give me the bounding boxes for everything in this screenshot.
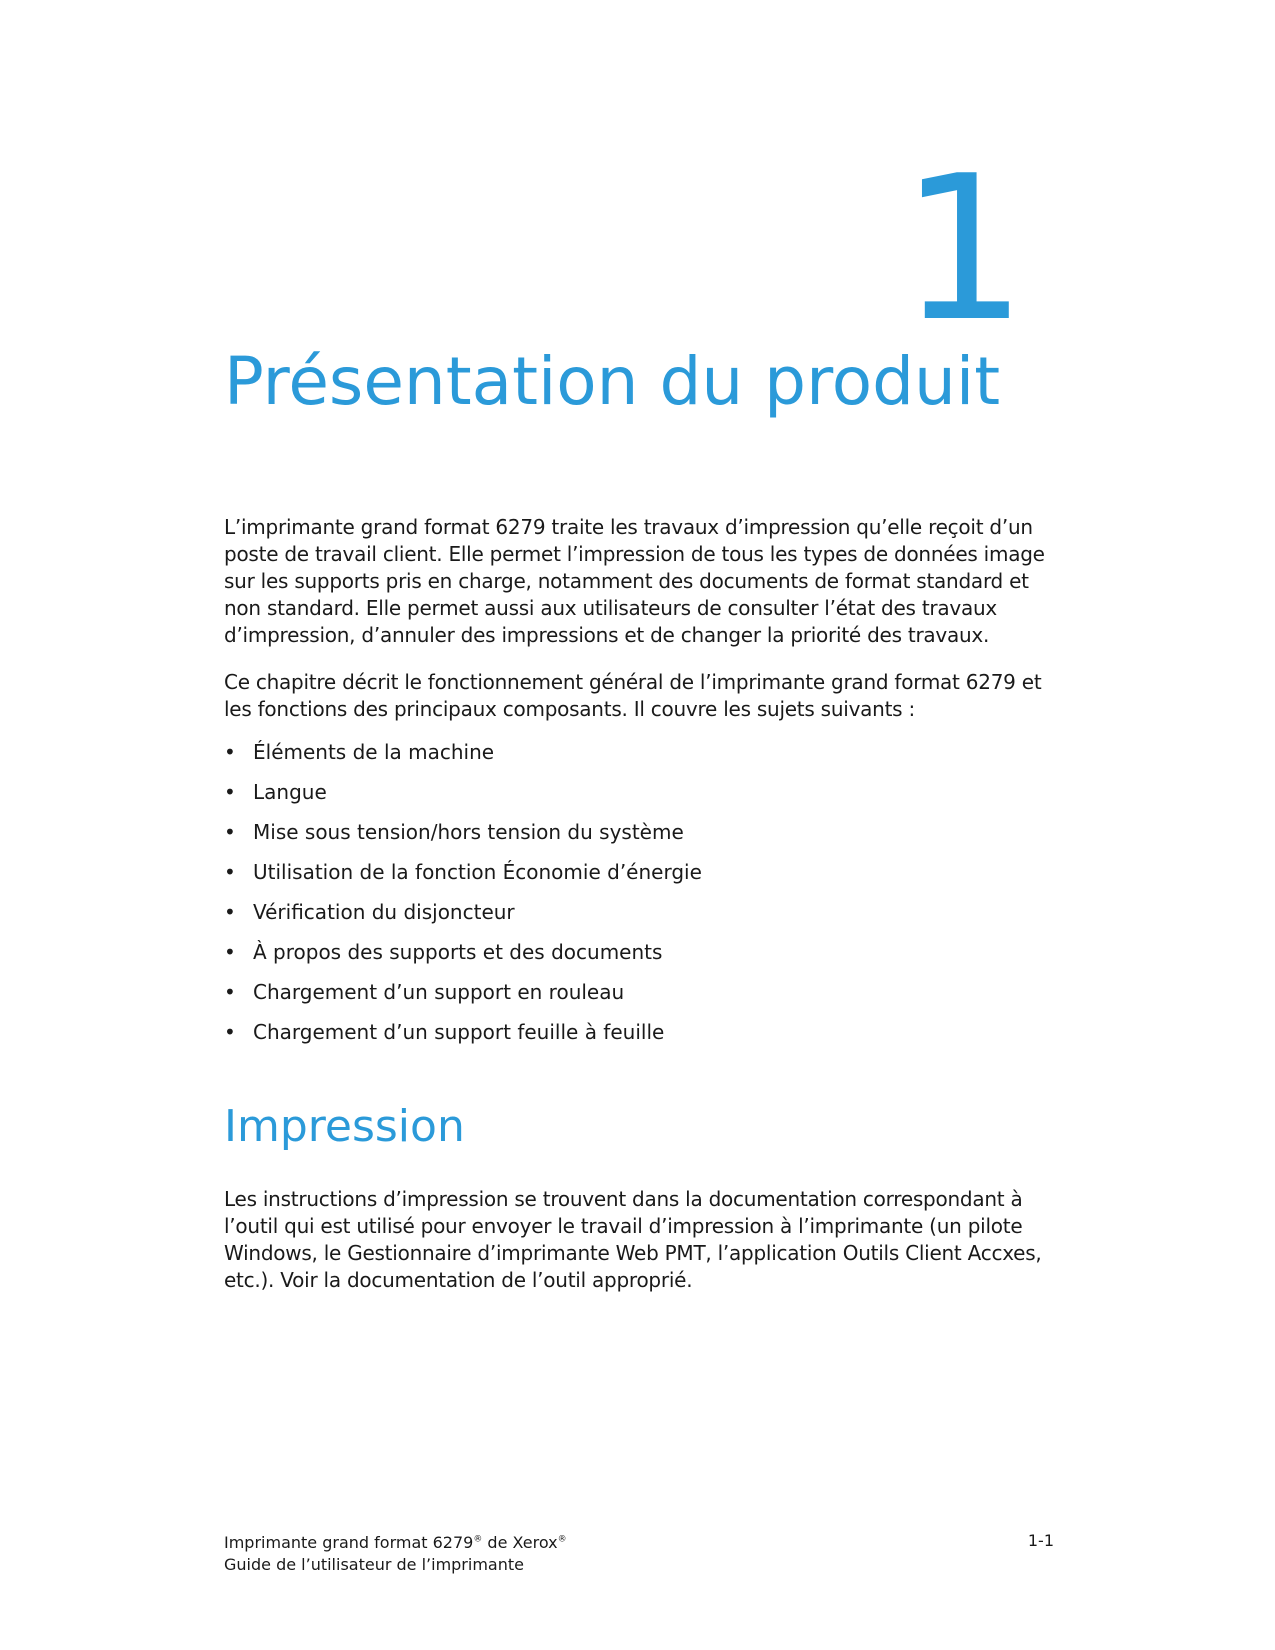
bullet-icon: • — [224, 1020, 236, 1044]
footer-product-info — [224, 1532, 567, 1576]
chapter-number: 1 — [900, 133, 1028, 366]
topic-label: Chargement d’un support en rouleau — [253, 980, 625, 1004]
bullet-icon: • — [224, 740, 236, 764]
topic-label: Mise sous tension/hors tension du système — [253, 820, 684, 844]
bullet-icon: • — [224, 860, 236, 884]
list-item — [224, 779, 1054, 819]
bullet-icon: • — [224, 980, 236, 1004]
section-heading: Impression — [224, 1101, 465, 1152]
list-item — [224, 1019, 1054, 1059]
list-item — [224, 899, 1054, 939]
topic-list — [224, 739, 1054, 1059]
list-item — [224, 819, 1054, 859]
footer-product-name: Imprimante grand format 6279 — [224, 1533, 474, 1552]
topic-label: Langue — [253, 780, 327, 804]
section-paragraph: Les instructions d’impression se trouvent dans la documentation correspondant à l’outil qui est utilisé pour envoyer le travail d’impression à l’imprimante (un pilote Windows, le Gestionnaire d’imprimante Web PMT, l’application Outils Client Accxes, etc.). Voir la documentation de l’outil approprié. — [224, 1187, 1042, 1292]
bullet-icon: • — [224, 820, 236, 844]
topic-label: Chargement d’un support feuille à feuille — [253, 1020, 665, 1044]
list-item — [224, 739, 1054, 779]
footer-brand: de Xerox — [482, 1533, 558, 1552]
footer-guide-title: Guide de l’utilisateur de l’imprimante — [224, 1555, 524, 1574]
topic-label: Éléments de la machine — [253, 740, 495, 764]
topic-label: Utilisation de la fonction Économie d’énergie — [253, 860, 702, 884]
registered-mark: ® — [473, 1534, 483, 1545]
registered-mark: ® — [557, 1534, 567, 1545]
topic-label: Vérification du disjoncteur — [253, 900, 515, 924]
bullet-icon: • — [224, 940, 236, 964]
list-item — [224, 979, 1054, 1019]
intro-paragraph: L’imprimante grand format 6279 traite les travaux d’impression qu’elle reçoit d’un poste de travail client. Elle permet l’impression de tous les types de données image sur les supports pris en charge, notamment des documents de format standard et non standard. Elle permet aussi aux utilisateurs de consulter l’état des travaux d’impression, d’annuler des impressions et de changer la priorité des travaux. — [224, 515, 1045, 647]
main-content — [224, 514, 1054, 1294]
page-number: 1-1 — [1027, 1531, 1054, 1550]
list-item — [224, 859, 1054, 899]
intro-paragraph: Ce chapitre décrit le fonctionnement général de l’imprimante grand format 6279 et les fonctions des principaux composants. Il couvre les sujets suivants : — [224, 670, 1042, 721]
topic-label: À propos des supports et des documents — [253, 940, 663, 964]
footer-product-line — [224, 1532, 567, 1554]
bullet-icon: • — [224, 900, 236, 924]
bullet-icon: • — [224, 780, 236, 804]
list-item — [224, 939, 1054, 979]
chapter-title: Présentation du produit — [224, 343, 1001, 420]
